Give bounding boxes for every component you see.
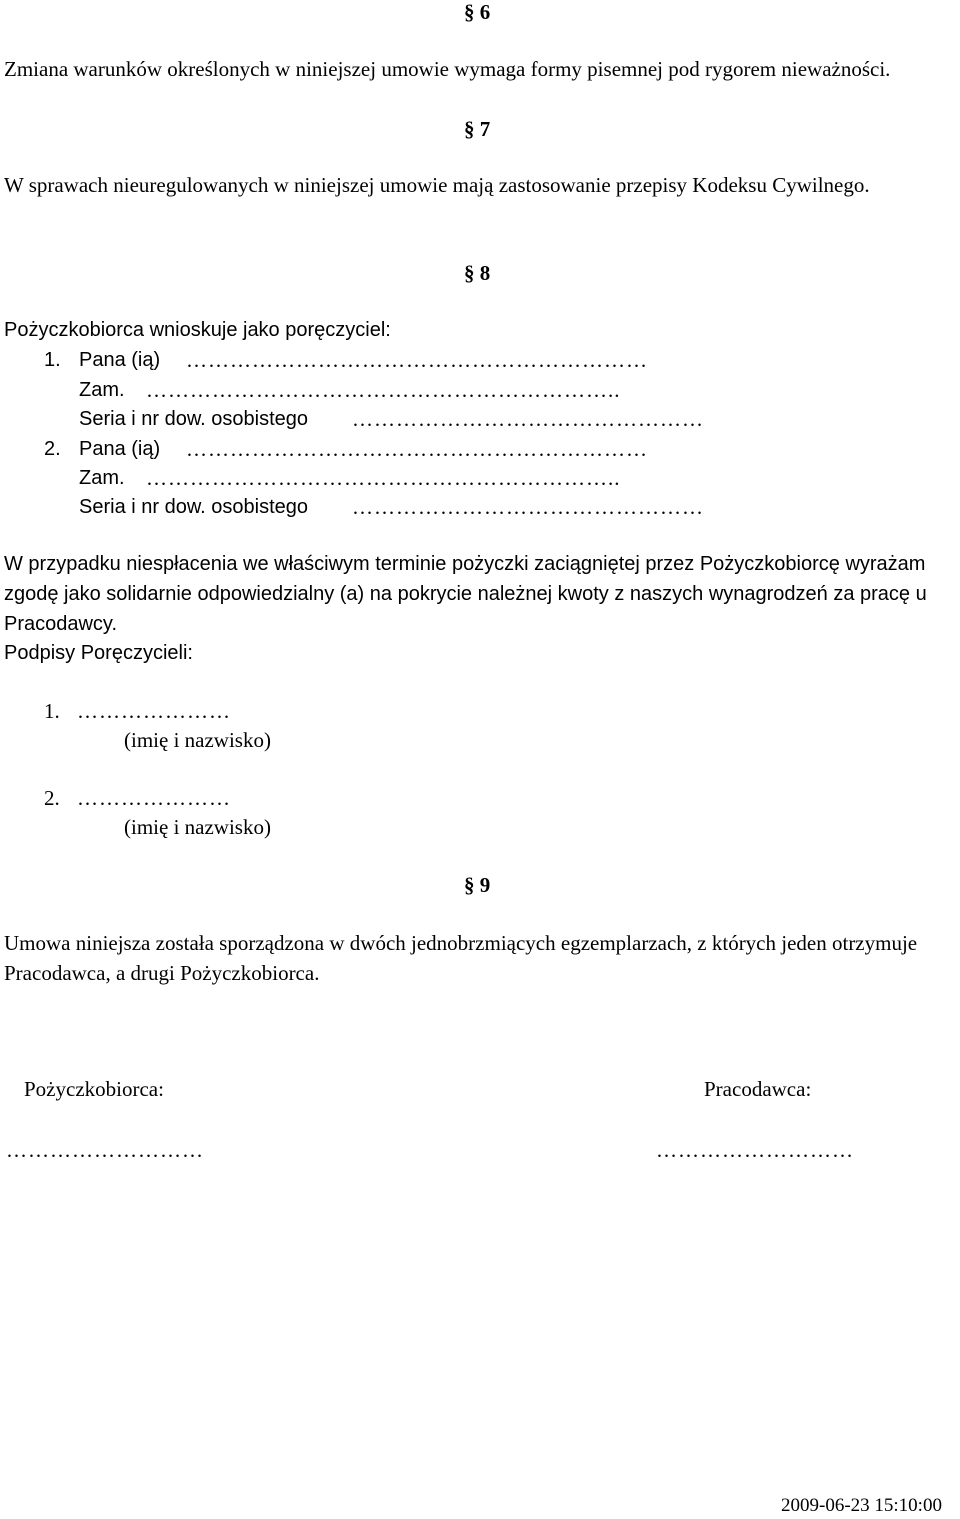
- section-9-heading: § 9: [464, 873, 491, 897]
- section-7-heading: § 7: [464, 117, 491, 141]
- signature-1-caption: (imię i nazwisko): [124, 728, 271, 752]
- signatures-label: Podpisy Poręczycieli:: [4, 642, 193, 664]
- borrower-label: Pożyczkobiorca:: [24, 1077, 164, 1101]
- guarantor-1-address-label: Zam.: [79, 379, 125, 401]
- employer-label: Pracodawca:: [704, 1077, 812, 1101]
- guarantor-consent-text: W przypadku niespłacenia we właściwym terminie pożyczki zaciągniętej przez Pożyczkobiorcę wyrażam zgodę jako solidarnie odpowiedzialny (a) na pokrycie należnej kwoty z naszych wynagrodzeń za pracę u Pracodawcy.: [4, 553, 927, 635]
- section-7-text: W sprawach nieuregulowanych w niniejszej umowie mają zastosowanie przepisy Kodeksu Cywilnego.: [4, 173, 870, 197]
- guarantor-2-number: 2.: [44, 438, 61, 460]
- guarantor-2-name-field[interactable]: ………………………………………………………: [186, 437, 648, 461]
- borrower-signature-field[interactable]: ………………………: [6, 1138, 204, 1162]
- signature-1-number: 1.: [44, 699, 60, 723]
- timestamp: 2009-06-23 15:10:00: [781, 1495, 942, 1516]
- guarantor-1-number: 1.: [44, 349, 61, 371]
- signature-2-field[interactable]: …………………: [77, 786, 231, 810]
- guarantor-2-name-label: Pana (ią): [79, 438, 161, 460]
- guarantor-1-name-label: Pana (ią): [79, 349, 161, 371]
- guarantor-1-address-field[interactable]: ………………………………………………………..: [146, 378, 621, 402]
- signature-2-caption: (imię i nazwisko): [124, 815, 271, 839]
- section-6-text: Zmiana warunków określonych w niniejszej umowie wymaga formy pisemnej pod rygorem nieważności.: [4, 57, 891, 81]
- section-6-heading: § 6: [464, 0, 491, 24]
- guarantor-1-name-field[interactable]: ………………………………………………………: [186, 348, 648, 372]
- guarantor-2-address-field[interactable]: ………………………………………………………..: [146, 466, 621, 490]
- guarantor-1-id-label: Seria i nr dow. osobistego: [79, 408, 309, 430]
- signature-1-field[interactable]: …………………: [77, 699, 231, 723]
- signature-2-number: 2.: [44, 786, 60, 810]
- guarantor-intro: Pożyczkobiorca wnioskuje jako poręczyciel:: [4, 319, 391, 341]
- guarantor-2-id-label: Seria i nr dow. osobistego: [79, 496, 309, 518]
- guarantor-1-id-field[interactable]: …………………………………………: [352, 407, 704, 431]
- guarantor-2-address-label: Zam.: [79, 467, 125, 489]
- section-8-heading: § 8: [464, 261, 491, 285]
- section-9-text: Umowa niniejsza została sporządzona w dwóch jednobrzmiących egzemplarzach, z których jeden otrzymuje Pracodawca, a drugi Pożyczkobiorca.: [4, 931, 918, 985]
- guarantor-2-id-field[interactable]: …………………………………………: [352, 495, 704, 519]
- employer-signature-field[interactable]: ………………………: [656, 1138, 854, 1162]
